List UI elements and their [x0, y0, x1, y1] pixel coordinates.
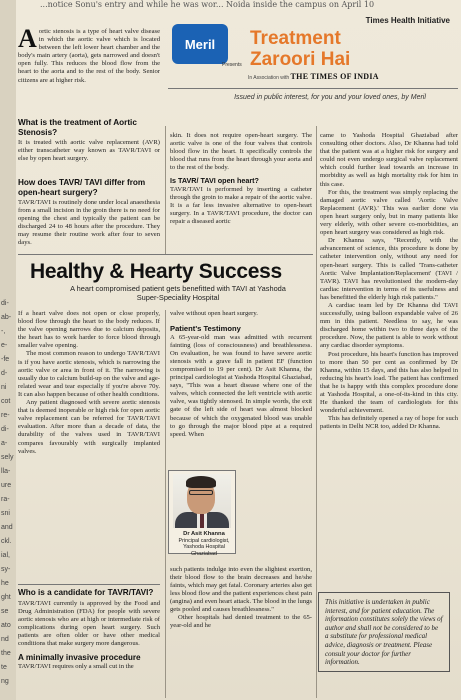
adjacent-page-fragment: ght: [1, 594, 11, 601]
article-content: [18, 14, 458, 698]
issued-line: Issued in public interest, for you and your loved ones, by Meril: [234, 94, 426, 101]
adjacent-page-fragment: ure: [1, 482, 12, 489]
story-col1: [18, 310, 160, 456]
col2-text: skin. It does not require open-heart surgery. The aortic valve is one of the four valves that controls blood flow in the heart. It specifically controls the blood that runs from the heart through your aorta and to the rest of the body.: [170, 132, 312, 172]
campaign-title-line2: Zaroori Hai: [250, 49, 351, 70]
adjacent-page-fragment: sni: [1, 510, 10, 517]
testimony-text2: such patients indulge into even the slightest exertion, their blood flow to the brain decreases and he/she faints, which may get fatal. Coronary arteries also get less blood flow and the patient experiences chest pain (angina) and even heart attack. The blood in the lungs gets pooled and causes breathlessness.": [170, 565, 312, 614]
adjacent-page-fragment: ab-: [1, 314, 12, 321]
section-text: TAVR/TAVI currently is approved by the Food and Drug Administration (FDA) for people with severe aortic stenosis who are at high or intermediate risk of complications during open heart surgery. Such patients are often older or have other medical conditions that make surgery more dangerous.: [18, 599, 160, 647]
section-heading: A minimally invasive procedure: [18, 653, 141, 663]
adjacent-page-fragment: -fe: [1, 356, 10, 363]
section-text: It is treated with aortic valve replacement (AVR) either transcatheter way known as TAVR/TAVI or else by open heart surgery.: [18, 139, 160, 163]
section-text: TAVR/TAVI is routinely done under local anaesthesia from a small incision in the groin there is no need for opening the chest and typically the patient can be discharged 24 to 48 hours after the procedure. They may resume their routine work after four to seven days.: [18, 199, 160, 247]
meril-logo: Meril: [172, 24, 228, 64]
adjacent-page-fragment: he: [1, 580, 9, 587]
masthead: [168, 14, 458, 114]
story-col1-text: If a heart valve does not open or close properly, blood flow through the heart to the body reduces. If the valve opening narrows due to calcium deposits, the heart has to work harder to force blood through smaller valve opening.: [18, 310, 160, 350]
section-heading: How does TAVR/ TAVI differ from open-heart surgery?: [18, 178, 146, 197]
campaign-title-line1: Treatment: [250, 28, 341, 49]
adjacent-page-fragment: di-: [1, 300, 9, 307]
adjacent-page-fragment: re-: [1, 412, 10, 419]
story-col2-lead: valve without open heart surgery.: [170, 310, 258, 317]
partner-logo: THE TIMES OF INDIA: [290, 72, 379, 81]
adjacent-page-fragment: di-: [1, 426, 9, 433]
col3-text5: Post procedure, his heart's function has improved to more than 50 per cent as confirmed by Dr Khanna, within 15 days, and this has also helped in reducing his heart's load. The patient has confirmed that he is happy with this complex procedure done at Yashoda Hospital, a one-of-its-kind in this city. He thanked the team of cardiologists for this wonderful achievement.: [320, 350, 458, 415]
col3-text6: This has definitely opened a ray of hope for such patients in Delhi NCR too, added Dr Khanna.: [320, 415, 458, 431]
col3: [320, 132, 458, 431]
column-divider: [165, 310, 166, 698]
adjacent-page-fragment: nd: [1, 636, 9, 643]
campaign-title: [250, 28, 460, 70]
adjacent-page-fragment: e-: [1, 342, 8, 349]
story-col1-text3: Any patient diagnosed with severe aortic stenosis that is deemed inoperable or high risk for open aortic valve replacement can be referred for TAVR/TAVI evaluation. After more than a decade of data, the durability of the valves used in TAVR/TAVI compares favourably with surgically implanted valves.: [18, 399, 160, 455]
col2-upper: [170, 132, 312, 226]
section-treatment: [18, 118, 160, 163]
photo-caption: [173, 531, 235, 557]
adjacent-page-fragment: -,: [1, 328, 6, 335]
adjacent-page-fragment: ni: [1, 384, 7, 391]
col3-text4: A cardiac team led by Dr Khanna did TAVI successfully, using balloon expandable valve of 26 mm in this patient. Needless to say, he was discharged home within two to three days of the procedure. Now, the patient is able to work without any cardiac disorder symptoms.: [320, 301, 458, 350]
dropcap: A: [18, 24, 37, 53]
testimony-heading: Patient's Testimony: [170, 324, 241, 334]
doctor-photo-box: [168, 470, 236, 557]
photo-hair: [186, 476, 216, 488]
section-heading: Is TAVR/ TAVI open heart?: [170, 176, 259, 186]
adjacent-page-fragment: lla-: [1, 468, 11, 475]
adjacent-page-fragment: sely: [1, 454, 14, 461]
section-heading: What is the treatment of Aortic Stenosis?: [18, 118, 137, 137]
adjacent-page-fragment: and: [1, 524, 13, 531]
adjacent-page-fragment: ra-: [1, 496, 10, 503]
caption-role: Principal cardiologist, Yashoda Hospital Ghaziabad: [178, 537, 230, 557]
adjacent-page-fragment: se: [1, 608, 9, 615]
section-heading: Who is a candidate for TAVR/TAVI?: [18, 588, 154, 597]
column-divider: [316, 456, 317, 698]
column-divider: [165, 126, 166, 254]
headline-top-rule: [18, 254, 313, 255]
presents-label: Presents: [222, 62, 242, 68]
doctor-photo: [173, 474, 231, 528]
testimony-text3: Other hospitals had denied treatment to the 65-year-old and he: [170, 614, 312, 630]
association-label: In Association with: [248, 75, 290, 81]
column-divider: [316, 126, 317, 456]
story-col1-text2: The most common reason to undergo TAVR/TAVI is if you have aortic stenosis, which is narrowing the aortic valve or area in front of it. The narrowing is usually due to calcium build-up on the valve and age-related wear and tear especially if you're above 70y. It can also happen because of other health conditions.: [18, 350, 160, 398]
adjacent-page-fragment: ato: [1, 622, 11, 629]
disclaimer-box: This initiative is undertaken in public interest, and for patient education. The information constitutes solely the views of author and shall not be considered to be a substitute for professional medical advice, diagnosis or treatment. Please consult your doctor for further information.: [318, 592, 450, 672]
col2-text2: TAVR/TAVI is performed by inserting a catheter through the groin to make a repair of the aortic valve. It is a far less invasive alternative to open-heart surgery. In a TAVR/TAVI procedure, the doctor can repair a diseased aortic: [170, 185, 312, 226]
adjacent-page-fragment: ng: [1, 678, 9, 685]
col3-text: came to Yashoda Hospital Ghaziabad after consulting other doctors. Also, Dr Khanna had told that the patient was at a higher risk for surgery and could not even undergo surgical valve replacement which could further lead towards an increase in morbidity as well as high mortality risk for him in this case.: [320, 132, 458, 188]
adjacent-page-edge: [0, 0, 16, 700]
photo-glasses: [189, 490, 213, 495]
intro-text: ortic stenosis is a type of heart valve disease in which the aortic valve which is located between the left lower heart chamber and the body's main artery (aorta), gets narrowed and doesn't open fully. This reduces the blood flow from the heart to the aorta and to the rest of the body. Senior citizens are at higher risk.: [18, 28, 160, 84]
adjacent-page-fragment: d-: [1, 370, 8, 377]
adjacent-page-fragment: the: [1, 650, 11, 657]
story-headline: Healthy & Hearty Success: [30, 260, 282, 283]
adjacent-page-fragment: a-: [1, 440, 8, 447]
section-text: TAVR/TAVI requires only a small cut in the: [18, 662, 134, 670]
masthead-rule: [168, 88, 458, 89]
section-rule: [18, 584, 160, 585]
adjacent-page-fragment: te: [1, 664, 7, 671]
intro-paragraph: [18, 24, 160, 85]
adjacent-page-fragment: ial,: [1, 552, 10, 559]
partner-line: [248, 72, 458, 81]
adjacent-page-fragment: ckl.: [1, 538, 12, 545]
story-subhead: A heart compromised patient gets benefitted with TAVI at Yashoda Super-Speciality Hospital: [70, 284, 286, 302]
adjacent-page-fragment: sy-: [1, 566, 11, 573]
adjacent-page-top-strip: ...notice Sonu's entry and while he was wor... Noida inside the campus on April 10: [40, 0, 375, 9]
caption-name: Dr Asit Khanna: [183, 531, 225, 537]
photo-tie: [200, 514, 204, 528]
testimony-text: A 65-year-old man was admitted with recurrent fainting (loss of consciousness) and breathlessness. On evaluation, he was found to have severe aortic stenosis with a grave fall in patient EF (function compromised to 19 per cent). Dr Asit Khanna, the principal cardiologist at Yashoda Hospital Ghaziabad, says, "This was a heart disease where one of the valves, which connected the left ventricle with aortic valve, was tightly stenosed. In simple words, the exit gate of the left side of heart was almost blocked because of which the oxygenated blood was unable to go through the major blood pipe at a required speed. When: [170, 333, 312, 438]
col3-text2: For this, the treatment was simply replacing the damaged aortic valve called 'Aortic Valve Replacement (AVR).' This was earlier done via open heart surgery only, but in many patients like very elderly, with other severe co-morbidities, an open heart surgery was considered as high risk.: [320, 188, 458, 237]
candidate-section: [18, 588, 160, 671]
intro-block: [18, 24, 160, 85]
col3-text3: Dr Khanna says, "Recently, with the advancement of science, this procedure is done by catheter intervention only, without any need for open-heart surgery. This is called 'Trans-catheter Aortic Valve Implantation/Replacement' (TAVI / TAVR). TAVI has revolutionised the modern-day cardiac intervention in terms of its usefulness and has benefitted the elderly high risk patients.": [320, 237, 458, 301]
initiative-label: Times Health Initiative: [365, 16, 450, 25]
adjacent-page-fragment: cot: [1, 398, 11, 405]
section-differ: [18, 178, 160, 248]
